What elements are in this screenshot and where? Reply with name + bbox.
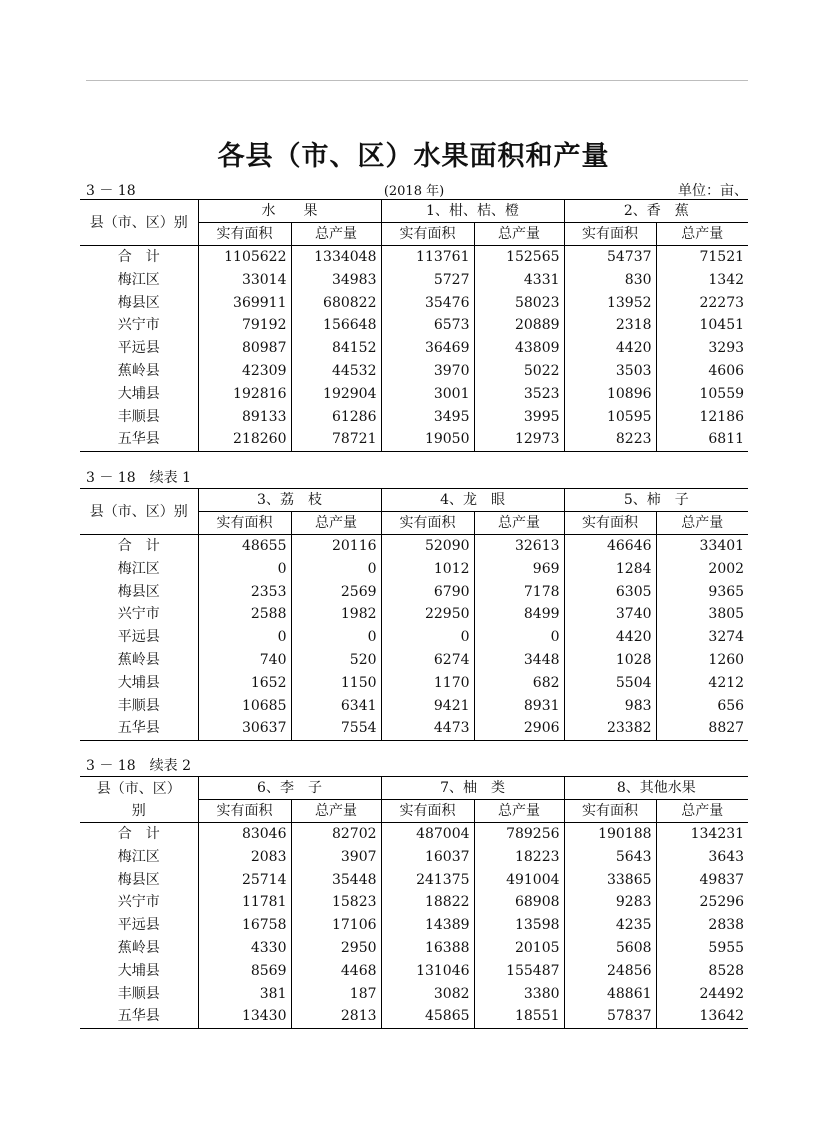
column-group-header: 2、香 蕉 bbox=[564, 200, 748, 223]
table-row bbox=[80, 914, 748, 937]
value-cell: 3995 bbox=[474, 406, 564, 429]
value-cell: 7554 bbox=[291, 717, 381, 740]
county-name: 丰顺县 bbox=[117, 408, 160, 425]
value-cell: 192904 bbox=[291, 383, 381, 406]
row-header: 县（市、区）别 bbox=[80, 489, 198, 535]
table-1-year: (2018 年) bbox=[383, 184, 445, 199]
table-1-caption bbox=[80, 180, 748, 198]
value-cell: 192816 bbox=[198, 383, 291, 406]
value-cell: 1150 bbox=[291, 672, 381, 695]
value-cell: 369911 bbox=[198, 292, 291, 315]
county-name: 梅县区 bbox=[117, 294, 160, 311]
value-cell: 71521 bbox=[656, 246, 748, 269]
value-cell: 14389 bbox=[381, 914, 474, 937]
county-name: 丰顺县 bbox=[117, 697, 160, 714]
value-cell: 19050 bbox=[381, 428, 474, 451]
value-cell: 2906 bbox=[474, 717, 564, 740]
value-cell: 10451 bbox=[656, 314, 748, 337]
table-row bbox=[80, 337, 748, 360]
table-row bbox=[80, 269, 748, 292]
value-cell: 16758 bbox=[198, 914, 291, 937]
value-cell: 656 bbox=[656, 695, 748, 718]
table-row bbox=[80, 891, 748, 914]
value-cell: 2838 bbox=[656, 914, 748, 937]
county-name: 蕉岭县 bbox=[117, 362, 160, 379]
value-cell: 12973 bbox=[474, 428, 564, 451]
value-cell: 6811 bbox=[656, 428, 748, 451]
value-cell: 491004 bbox=[474, 869, 564, 892]
value-cell: 9421 bbox=[381, 695, 474, 718]
value-cell: 2083 bbox=[198, 846, 291, 869]
value-cell: 20889 bbox=[474, 314, 564, 337]
value-cell: 5504 bbox=[564, 672, 656, 695]
value-cell: 5955 bbox=[656, 937, 748, 960]
value-cell: 1334048 bbox=[291, 246, 381, 269]
table-row bbox=[80, 649, 748, 672]
value-cell: 61286 bbox=[291, 406, 381, 429]
sub-header-output: 总产量 bbox=[656, 800, 748, 823]
value-cell: 89133 bbox=[198, 406, 291, 429]
sub-header-area: 实有面积 bbox=[564, 512, 656, 535]
value-cell: 11781 bbox=[198, 891, 291, 914]
value-cell: 131046 bbox=[381, 960, 474, 983]
value-cell: 3523 bbox=[474, 383, 564, 406]
value-cell: 156648 bbox=[291, 314, 381, 337]
value-cell: 18223 bbox=[474, 846, 564, 869]
county-name: 蕉岭县 bbox=[117, 939, 160, 956]
value-cell: 3805 bbox=[656, 603, 748, 626]
table-row bbox=[80, 406, 748, 429]
value-cell: 33865 bbox=[564, 869, 656, 892]
value-cell: 5608 bbox=[564, 937, 656, 960]
sub-header-output: 总产量 bbox=[474, 800, 564, 823]
value-cell: 48861 bbox=[564, 983, 656, 1006]
value-cell: 3274 bbox=[656, 626, 748, 649]
value-cell: 187 bbox=[291, 983, 381, 1006]
value-cell: 6573 bbox=[381, 314, 474, 337]
table-row bbox=[80, 360, 748, 383]
value-cell: 9365 bbox=[656, 581, 748, 604]
value-cell: 6341 bbox=[291, 695, 381, 718]
county-name: 兴宁市 bbox=[117, 317, 160, 334]
sub-header-area: 实有面积 bbox=[564, 223, 656, 246]
value-cell: 4468 bbox=[291, 960, 381, 983]
value-cell: 6274 bbox=[381, 649, 474, 672]
county-name: 蕉岭县 bbox=[117, 651, 160, 668]
value-cell: 520 bbox=[291, 649, 381, 672]
value-cell: 0 bbox=[198, 626, 291, 649]
value-cell: 15823 bbox=[291, 891, 381, 914]
value-cell: 33014 bbox=[198, 269, 291, 292]
column-group-header: 5、柿 子 bbox=[564, 489, 748, 512]
value-cell: 83046 bbox=[198, 823, 291, 846]
value-cell: 0 bbox=[291, 558, 381, 581]
value-cell: 1012 bbox=[381, 558, 474, 581]
value-cell: 7178 bbox=[474, 581, 564, 604]
county-name: 平远县 bbox=[117, 629, 160, 646]
value-cell: 57837 bbox=[564, 1005, 656, 1028]
county-name: 梅县区 bbox=[117, 871, 160, 888]
sub-header-output: 总产量 bbox=[291, 800, 381, 823]
table-row bbox=[80, 558, 748, 581]
value-cell: 36469 bbox=[381, 337, 474, 360]
value-cell: 0 bbox=[198, 558, 291, 581]
county-name: 兴宁市 bbox=[117, 606, 160, 623]
value-cell: 3907 bbox=[291, 846, 381, 869]
table-2-caption bbox=[80, 467, 748, 485]
value-cell: 830 bbox=[564, 269, 656, 292]
sub-header-area: 实有面积 bbox=[381, 512, 474, 535]
value-cell: 1170 bbox=[381, 672, 474, 695]
value-cell: 5643 bbox=[564, 846, 656, 869]
table-row bbox=[80, 960, 748, 983]
table-row bbox=[80, 535, 748, 558]
value-cell: 10685 bbox=[198, 695, 291, 718]
value-cell: 1260 bbox=[656, 649, 748, 672]
sub-header-area: 实有面积 bbox=[381, 800, 474, 823]
county-name: 平远县 bbox=[117, 917, 160, 934]
value-cell: 3970 bbox=[381, 360, 474, 383]
table-row bbox=[80, 246, 748, 269]
value-cell: 68908 bbox=[474, 891, 564, 914]
value-cell: 3293 bbox=[656, 337, 748, 360]
table-row bbox=[80, 626, 748, 649]
fruit-table-2 bbox=[80, 488, 748, 741]
value-cell: 44532 bbox=[291, 360, 381, 383]
value-cell: 3001 bbox=[381, 383, 474, 406]
value-cell: 3643 bbox=[656, 846, 748, 869]
column-group-header: 4、龙 眼 bbox=[381, 489, 564, 512]
value-cell: 25296 bbox=[656, 891, 748, 914]
value-cell: 8931 bbox=[474, 695, 564, 718]
fruit-table-3 bbox=[80, 776, 748, 1029]
table-row bbox=[80, 292, 748, 315]
column-group-header: 3、荔 枝 bbox=[198, 489, 381, 512]
value-cell: 25714 bbox=[198, 869, 291, 892]
county-name: 大埔县 bbox=[117, 385, 160, 402]
value-cell: 45865 bbox=[381, 1005, 474, 1028]
table-row bbox=[80, 695, 748, 718]
value-cell: 24492 bbox=[656, 983, 748, 1006]
value-cell: 1652 bbox=[198, 672, 291, 695]
table-row bbox=[80, 869, 748, 892]
sub-header-area: 实有面积 bbox=[381, 223, 474, 246]
table-row bbox=[80, 383, 748, 406]
row-header: 县（市、区） 别 bbox=[80, 777, 198, 823]
value-cell: 35448 bbox=[291, 869, 381, 892]
sub-header-area: 实有面积 bbox=[198, 512, 291, 535]
value-cell: 17106 bbox=[291, 914, 381, 937]
value-cell: 3495 bbox=[381, 406, 474, 429]
value-cell: 3448 bbox=[474, 649, 564, 672]
value-cell: 13952 bbox=[564, 292, 656, 315]
value-cell: 16388 bbox=[381, 937, 474, 960]
value-cell: 3503 bbox=[564, 360, 656, 383]
value-cell: 113761 bbox=[381, 246, 474, 269]
value-cell: 740 bbox=[198, 649, 291, 672]
table-2-code: 3 － 18 续表 1 bbox=[86, 470, 191, 486]
value-cell: 155487 bbox=[474, 960, 564, 983]
value-cell: 80987 bbox=[198, 337, 291, 360]
value-cell: 13598 bbox=[474, 914, 564, 937]
value-cell: 4330 bbox=[198, 937, 291, 960]
value-cell: 190188 bbox=[564, 823, 656, 846]
value-cell: 1982 bbox=[291, 603, 381, 626]
value-cell: 30637 bbox=[198, 717, 291, 740]
value-cell: 1105622 bbox=[198, 246, 291, 269]
column-group-header: 1、柑、桔、橙 bbox=[381, 200, 564, 223]
value-cell: 4212 bbox=[656, 672, 748, 695]
table-row bbox=[80, 428, 748, 451]
page-title: 各县（市、区）水果面积和产量 bbox=[217, 141, 610, 172]
value-cell: 0 bbox=[381, 626, 474, 649]
value-cell: 20105 bbox=[474, 937, 564, 960]
value-cell: 10896 bbox=[564, 383, 656, 406]
value-cell: 52090 bbox=[381, 535, 474, 558]
value-cell: 22950 bbox=[381, 603, 474, 626]
value-cell: 4235 bbox=[564, 914, 656, 937]
table-1-code: 3 － 18 bbox=[86, 183, 136, 199]
value-cell: 682 bbox=[474, 672, 564, 695]
value-cell: 13430 bbox=[198, 1005, 291, 1028]
value-cell: 2813 bbox=[291, 1005, 381, 1028]
fruit-table-1 bbox=[80, 199, 748, 452]
county-name: 梅江区 bbox=[117, 560, 160, 577]
value-cell: 42309 bbox=[198, 360, 291, 383]
sub-header-area: 实有面积 bbox=[564, 800, 656, 823]
value-cell: 12186 bbox=[656, 406, 748, 429]
sub-header-output: 总产量 bbox=[656, 223, 748, 246]
value-cell: 10595 bbox=[564, 406, 656, 429]
value-cell: 54737 bbox=[564, 246, 656, 269]
value-cell: 381 bbox=[198, 983, 291, 1006]
value-cell: 487004 bbox=[381, 823, 474, 846]
column-group-header: 6、李 子 bbox=[198, 777, 381, 800]
value-cell: 18551 bbox=[474, 1005, 564, 1028]
value-cell: 4473 bbox=[381, 717, 474, 740]
page-top-rule bbox=[86, 80, 748, 81]
table-row bbox=[80, 937, 748, 960]
value-cell: 79192 bbox=[198, 314, 291, 337]
value-cell: 10559 bbox=[656, 383, 748, 406]
county-name: 大埔县 bbox=[117, 674, 160, 691]
value-cell: 2002 bbox=[656, 558, 748, 581]
county-name: 梅江区 bbox=[117, 848, 160, 865]
county-name: 平远县 bbox=[117, 340, 160, 357]
value-cell: 82702 bbox=[291, 823, 381, 846]
table-row bbox=[80, 823, 748, 846]
county-name: 五华县 bbox=[80, 717, 198, 740]
column-group-header: 7、柚 类 bbox=[381, 777, 564, 800]
sub-header-output: 总产量 bbox=[474, 512, 564, 535]
value-cell: 680822 bbox=[291, 292, 381, 315]
row-header: 县（市、区）别 bbox=[80, 200, 198, 246]
sub-header-area: 实有面积 bbox=[198, 223, 291, 246]
value-cell: 43809 bbox=[474, 337, 564, 360]
value-cell: 0 bbox=[474, 626, 564, 649]
value-cell: 2318 bbox=[564, 314, 656, 337]
value-cell: 3740 bbox=[564, 603, 656, 626]
value-cell: 1284 bbox=[564, 558, 656, 581]
column-group-header: 水 果 bbox=[198, 200, 381, 223]
table-row bbox=[80, 717, 748, 740]
value-cell: 48655 bbox=[198, 535, 291, 558]
table-row bbox=[80, 603, 748, 626]
sub-header-output: 总产量 bbox=[474, 223, 564, 246]
value-cell: 8223 bbox=[564, 428, 656, 451]
value-cell: 4606 bbox=[656, 360, 748, 383]
county-name: 梅县区 bbox=[117, 583, 160, 600]
value-cell: 5022 bbox=[474, 360, 564, 383]
county-name: 合 计 bbox=[117, 249, 160, 265]
value-cell: 1028 bbox=[564, 649, 656, 672]
value-cell: 24856 bbox=[564, 960, 656, 983]
table-3-caption bbox=[80, 755, 748, 773]
value-cell: 18822 bbox=[381, 891, 474, 914]
table-row bbox=[80, 846, 748, 869]
sub-header-output: 总产量 bbox=[656, 512, 748, 535]
value-cell: 2588 bbox=[198, 603, 291, 626]
value-cell: 6790 bbox=[381, 581, 474, 604]
value-cell: 9283 bbox=[564, 891, 656, 914]
value-cell: 4420 bbox=[564, 626, 656, 649]
county-name: 合 计 bbox=[117, 538, 160, 554]
value-cell: 789256 bbox=[474, 823, 564, 846]
value-cell: 16037 bbox=[381, 846, 474, 869]
sub-header-area: 实有面积 bbox=[198, 800, 291, 823]
sub-header-output: 总产量 bbox=[291, 223, 381, 246]
county-name: 兴宁市 bbox=[117, 894, 160, 911]
value-cell: 1342 bbox=[656, 269, 748, 292]
value-cell: 32613 bbox=[474, 535, 564, 558]
value-cell: 2950 bbox=[291, 937, 381, 960]
value-cell: 35476 bbox=[381, 292, 474, 315]
value-cell: 49837 bbox=[656, 869, 748, 892]
value-cell: 218260 bbox=[198, 428, 291, 451]
county-name: 五华县 bbox=[80, 428, 198, 451]
value-cell: 241375 bbox=[381, 869, 474, 892]
table-row bbox=[80, 581, 748, 604]
value-cell: 58023 bbox=[474, 292, 564, 315]
sub-header-output: 总产量 bbox=[291, 512, 381, 535]
value-cell: 2353 bbox=[198, 581, 291, 604]
value-cell: 969 bbox=[474, 558, 564, 581]
value-cell: 34983 bbox=[291, 269, 381, 292]
table-1-unit: 单位：亩、 bbox=[678, 183, 748, 199]
county-name: 合 计 bbox=[117, 826, 160, 842]
county-name: 大埔县 bbox=[117, 962, 160, 979]
value-cell: 5727 bbox=[381, 269, 474, 292]
value-cell: 13642 bbox=[656, 1005, 748, 1028]
value-cell: 33401 bbox=[656, 535, 748, 558]
value-cell: 46646 bbox=[564, 535, 656, 558]
value-cell: 2569 bbox=[291, 581, 381, 604]
column-group-header: 8、其他水果 bbox=[564, 777, 748, 800]
value-cell: 134231 bbox=[656, 823, 748, 846]
value-cell: 8499 bbox=[474, 603, 564, 626]
value-cell: 20116 bbox=[291, 535, 381, 558]
value-cell: 8569 bbox=[198, 960, 291, 983]
value-cell: 22273 bbox=[656, 292, 748, 315]
county-name: 梅江区 bbox=[117, 271, 160, 288]
value-cell: 0 bbox=[291, 626, 381, 649]
table-3-code: 3 － 18 续表 2 bbox=[86, 758, 191, 774]
value-cell: 3082 bbox=[381, 983, 474, 1006]
value-cell: 6305 bbox=[564, 581, 656, 604]
value-cell: 8528 bbox=[656, 960, 748, 983]
table-row bbox=[80, 314, 748, 337]
table-row bbox=[80, 983, 748, 1006]
value-cell: 84152 bbox=[291, 337, 381, 360]
value-cell: 8827 bbox=[656, 717, 748, 740]
value-cell: 3380 bbox=[474, 983, 564, 1006]
table-row bbox=[80, 1005, 748, 1028]
value-cell: 78721 bbox=[291, 428, 381, 451]
county-name: 丰顺县 bbox=[117, 985, 160, 1002]
value-cell: 152565 bbox=[474, 246, 564, 269]
value-cell: 4420 bbox=[564, 337, 656, 360]
value-cell: 23382 bbox=[564, 717, 656, 740]
table-row bbox=[80, 672, 748, 695]
value-cell: 4331 bbox=[474, 269, 564, 292]
county-name: 五华县 bbox=[80, 1005, 198, 1028]
value-cell: 983 bbox=[564, 695, 656, 718]
